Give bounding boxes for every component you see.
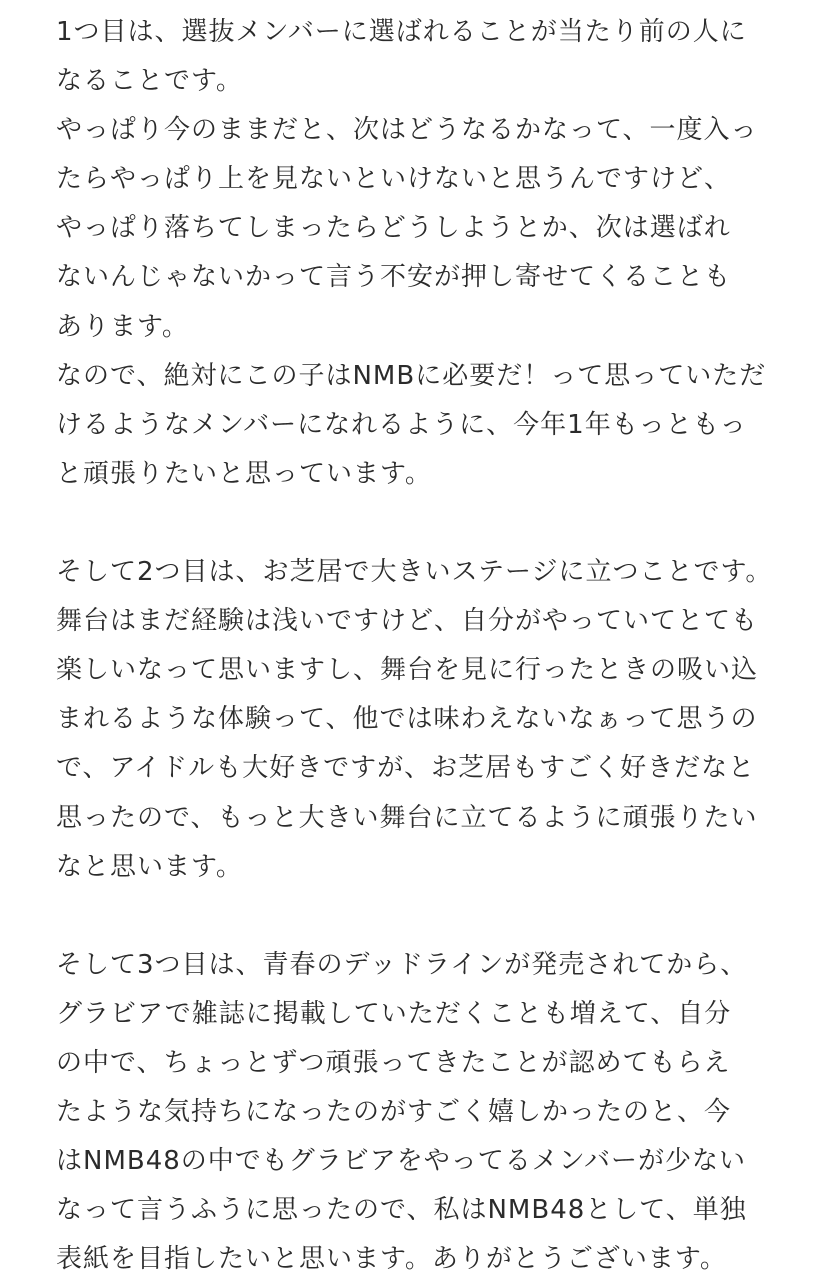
text-line: なって言うふうに思ったので、私はNMB48として、単独 — [56, 1195, 747, 1226]
text-line: あります。 — [56, 311, 189, 342]
text-line: 思ったので、もっと大きい舞台に立てるように頑張りたい — [56, 802, 758, 833]
text-line: そして2つ目は、お芝居で大きいステージに立つことです。 — [56, 557, 773, 588]
text-line: まれるような体験って、他では味わえないなぁって思うの — [56, 704, 758, 735]
text-line: はNMB48の中でもグラビアをやってるメンバーが少ない — [56, 1146, 746, 1177]
text-line: で、アイドルも大好きですが、お芝居もすごく好きだなと — [56, 753, 756, 784]
text-line: ないんじゃないかって言う不安が押し寄せてくることも — [56, 262, 732, 293]
paragraph-gap — [56, 499, 840, 548]
text-line: と頑張りたいと思っています。 — [56, 458, 432, 489]
text-line: やっぱり今のままだと、次はどうなるかなって、一度入っ — [56, 115, 758, 146]
text-line: 舞台はまだ経験は浅いですけど、自分がやっていてとても — [56, 606, 759, 637]
text-line: たような気持ちになったのがすごく嬉しかったのと、今 — [56, 1097, 732, 1128]
text-line: なることです。 — [56, 66, 243, 97]
paragraph-1 — [56, 8, 840, 499]
text-line: そして3つ目は、青春のデッドラインが発売されてから、 — [56, 949, 748, 980]
text-line: たらやっぱり上を見ないといけないと思うんですけど、 — [56, 164, 732, 195]
text-line: 1つ目は、選抜メンバーに選ばれることが当たり前の人に — [56, 17, 747, 47]
text-line: の中で、ちょっとずつ頑張ってきたことが認めてもらえ — [56, 1047, 731, 1078]
text-line: けるようなメンバーになれるように、今年1年もっともっ — [56, 409, 747, 440]
text-line: 表紙を目指したいと思います。ありがとうございます。 — [56, 1244, 727, 1275]
text-line: 楽しいなって思いますし、舞台を見に行ったときの吸い込 — [56, 655, 759, 686]
text-line: やっぱり落ちてしまったらどうしようとか、次は選ばれ — [56, 213, 731, 244]
text-line: なので、絶対にこの子はNMBに必要だ！って思っていただ — [56, 360, 767, 391]
text-line: グラビアで雑誌に掲載していただくことも増えて、自分 — [56, 998, 732, 1029]
paragraph-2 — [56, 548, 840, 892]
paragraph-3 — [56, 941, 840, 1284]
paragraph-gap — [56, 892, 840, 941]
text-line: なと思います。 — [56, 851, 243, 882]
